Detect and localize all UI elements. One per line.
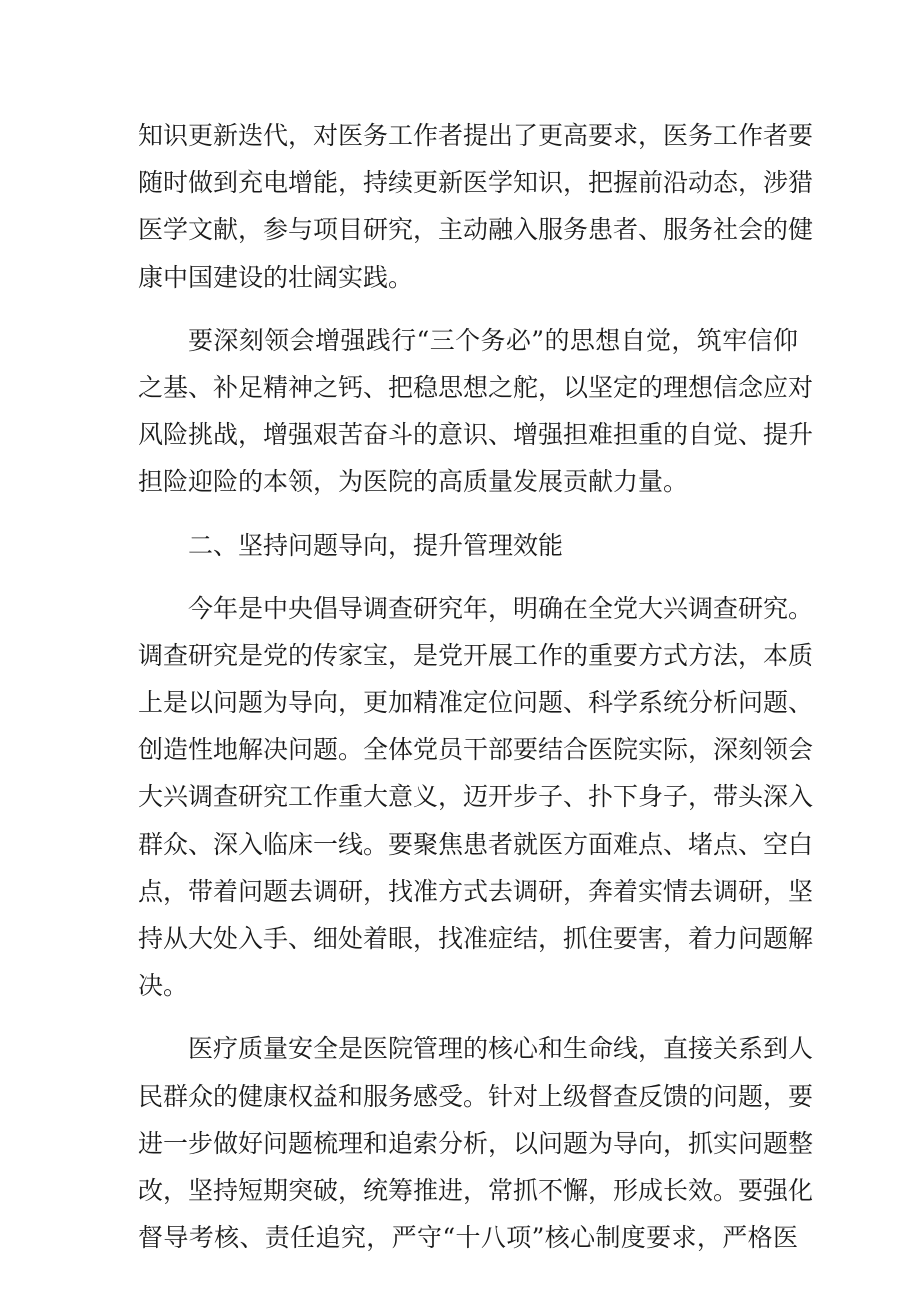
text-line: 决。 bbox=[138, 971, 189, 1001]
text-line: 之基、补足精神之钙、把稳思想之舵，以坚定的理想信念应对 bbox=[138, 372, 814, 402]
text-line: 医疗质量安全是医院管理的核心和生命线，直接关系到人 bbox=[188, 1034, 814, 1064]
paragraph-4 bbox=[138, 1025, 814, 1261]
text-line: 今年是中央倡导调查研究年，明确在全党大兴调查研究。 bbox=[188, 593, 814, 623]
text-line: 医学文献，参与项目研究，主动融入服务患者、服务社会的健 bbox=[138, 215, 814, 245]
heading-text: 二、坚持问题导向，提升管理效能 bbox=[188, 530, 564, 560]
text-line: 康中国建设的壮阔实践。 bbox=[138, 262, 414, 292]
paragraph-2 bbox=[138, 317, 814, 506]
text-line: 上是以问题为导向，更加精准定位问题、科学系统分析问题、 bbox=[138, 688, 814, 718]
text-line: 随时做到充电增能，持续更新医学知识，把握前沿动态，涉猎 bbox=[138, 168, 814, 198]
text-line: 改，坚持短期突破，统筹推进，常抓不懈，形成长效。要强化 bbox=[138, 1175, 814, 1205]
document-body bbox=[138, 112, 814, 1261]
section-heading bbox=[138, 522, 798, 569]
text-line: 知识更新迭代，对医务工作者提出了更高要求，医务工作者要 bbox=[138, 121, 814, 150]
text-line: 督导考核、责任追究，严守“十八项”核心制度要求，严格医 bbox=[138, 1223, 798, 1253]
text-line: 点，带着问题去调研，找准方式去调研，奔着实情去调研，坚 bbox=[138, 876, 814, 906]
text-line: 持从大处入手、细处着眼，找准症结，抓住要害，着力问题解 bbox=[138, 924, 814, 953]
text-line: 创造性地解决问题。全体党员干部要结合医院实际，深刻领会 bbox=[138, 735, 814, 765]
text-line: 风险挑战，增强艰苦奋斗的意识、增强担难担重的自觉、提升 bbox=[138, 420, 814, 450]
text-line: 大兴调查研究工作重大意义，迈开步子、扑下身子，带头深入 bbox=[138, 782, 814, 812]
text-line: 要深刻领会增强践行“三个务必”的思想自觉，筑牢信仰 bbox=[188, 325, 798, 355]
paragraph-1 bbox=[138, 112, 814, 301]
text-line: 民群众的健康权益和服务感受。针对上级督查反馈的问题，要 bbox=[138, 1081, 814, 1111]
text-line: 进一步做好问题梳理和追索分析，以问题为导向，抓实问题整 bbox=[138, 1128, 814, 1158]
text-line: 群众、深入临床一线。要聚焦患者就医方面难点、堵点、空白 bbox=[138, 829, 814, 859]
paragraph-3 bbox=[138, 585, 814, 1010]
text-line: 调查研究是党的传家宝，是党开展工作的重要方式方法，本质 bbox=[138, 640, 814, 670]
text-line: 担险迎险的本领，为医院的高质量发展贡献力量。 bbox=[138, 467, 689, 497]
